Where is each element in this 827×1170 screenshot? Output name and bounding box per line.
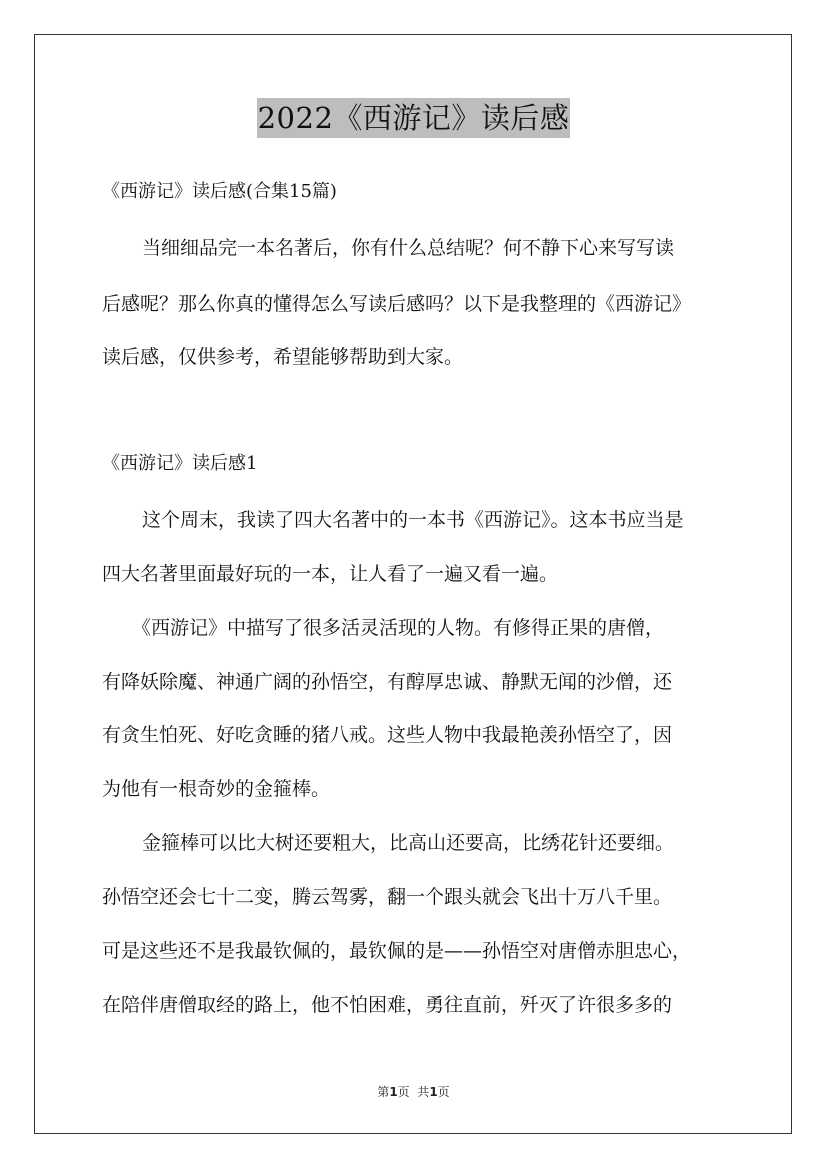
body-line-7: 金箍棒可以比大树还要粗大，比高山还要高，比绣花针还要细。 [142,832,675,854]
page-footer [0,1083,827,1100]
title-container [0,98,827,138]
intro-line-2: 后感呢？那么你真的懂得怎么写读后感吗？以下是我整理的《西游记》 [102,293,692,315]
document-title: 2022《西游记》读后感 [257,98,571,138]
body-line-1: 这个周末，我读了四大名著中的一本书《西游记》。这本书应当是 [142,509,684,531]
footer-page-total: 1 [429,1085,438,1099]
footer-page-current: 1 [389,1085,398,1099]
intro-line-1: 当细细品完一本名著后，你有什么总结呢？何不静下心来写写读 [142,237,675,259]
body-line-8: 孙悟空还会七十二变，腾云驾雾，翻一个跟头就会飞出十万八千里。 [102,886,673,908]
footer-page-prefix: 第 [377,1085,390,1099]
body-line-4: 有降妖除魔、神通广阔的孙悟空，有醇厚忠诚、静默无闻的沙僧，还 [102,671,673,693]
footer-page-mid: 页 共 [397,1085,430,1099]
intro-line-3: 读后感，仅供参考，希望能够帮助到大家。 [102,346,464,368]
document-subtitle: 《西游记》读后感(合集15篇) [102,181,337,202]
footer-page-suffix: 页 [437,1085,450,1099]
section-heading: 《西游记》读后感1 [102,453,258,474]
body-line-2: 四大名著里面最好玩的一本，让人看了一遍又看一遍。 [102,563,559,585]
body-line-3: 《西游记》中描写了很多活灵活现的人物。有修得正果的唐僧， [132,617,665,639]
body-line-10: 在陪伴唐僧取经的路上，他不怕困难，勇往直前，歼灭了许很多多的 [102,994,673,1016]
body-line-5: 有贪生怕死、好吃贪睡的猪八戒。这些人物中我最艳羡孙悟空了，因 [102,724,673,746]
body-line-9: 可是这些还不是我最钦佩的，最钦佩的是——孙悟空对唐僧赤胆忠心， [102,940,692,962]
body-line-6: 为他有一根奇妙的金箍棒。 [102,778,331,800]
